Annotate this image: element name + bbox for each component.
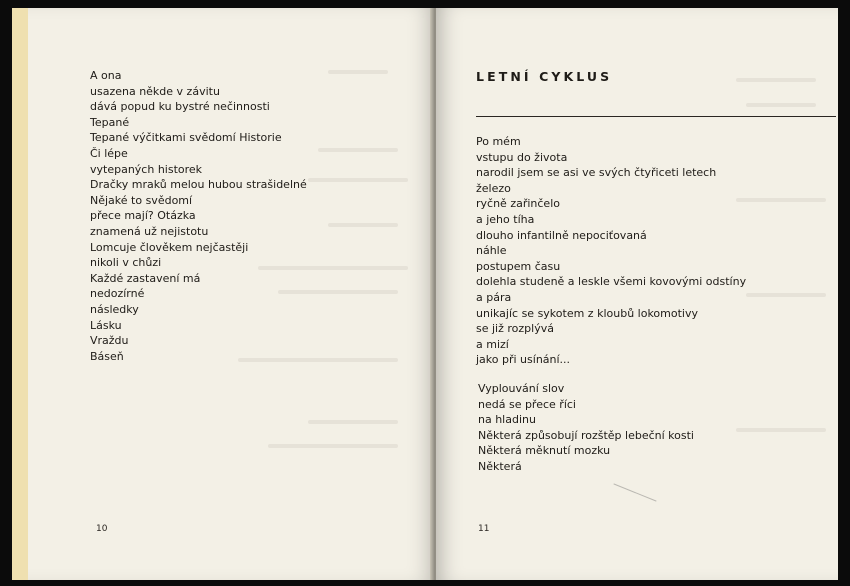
poem-line: Po mém xyxy=(476,135,521,148)
poem-line: přece mají? Otázka xyxy=(90,209,196,223)
poem-line: znamená už nejistotu xyxy=(90,224,209,238)
bleed-through-text xyxy=(308,420,398,424)
poem-line: náhle xyxy=(476,244,507,258)
poem-line: postupem času xyxy=(476,259,561,273)
bleed-through-text xyxy=(746,103,816,107)
poem-line: Nějaké to svědomí xyxy=(90,193,193,207)
poem-line: vstupu do života xyxy=(476,150,568,164)
poem-line: Vraždu xyxy=(90,334,129,348)
poem-line: na hladinu xyxy=(478,413,536,427)
poem-line: a pára xyxy=(476,290,512,304)
poem-line: Tepané výčitkami svědomí Historie xyxy=(90,131,282,145)
poem-line: Některá xyxy=(478,459,522,473)
poem-line: Vyplouvání slov xyxy=(478,382,565,395)
bleed-through-text xyxy=(328,70,388,74)
title-divider xyxy=(476,116,836,117)
section-title: LETNÍ CYKLUS xyxy=(476,69,613,84)
poem-line: Báseň xyxy=(90,349,124,363)
poem-line: dává popud ku bystré nečinnosti xyxy=(90,100,270,114)
bleed-through-text xyxy=(736,198,826,202)
bleed-through-text xyxy=(328,223,398,227)
poem-line: Tepané xyxy=(90,115,130,129)
bleed-through-text xyxy=(736,78,816,82)
poem-line: železo xyxy=(476,181,511,195)
bleed-through-text xyxy=(746,293,826,297)
pencil-mark xyxy=(613,483,656,501)
poem-line: usazena někde v závitu xyxy=(90,84,220,98)
poem-stanza-2 xyxy=(478,381,694,475)
poem-line: následky xyxy=(90,302,139,316)
left-page xyxy=(12,8,436,580)
poem-line: vytepaných historek xyxy=(90,162,203,176)
poem-line: nikoli v chůzi xyxy=(90,256,162,270)
poem-line: Lomcuje člověkem nejčastěji xyxy=(90,240,249,254)
poem-line: unikajíc se sykotem z kloubů lokomotivy xyxy=(476,306,698,320)
poem-stanza-1 xyxy=(476,134,746,368)
poem-line: A ona xyxy=(90,69,122,82)
poem-line: a jeho tíha xyxy=(476,212,535,226)
poem-line: nedozírné xyxy=(90,287,145,301)
poem-line: Či lépe xyxy=(90,146,128,160)
bleed-through-text xyxy=(318,148,398,152)
poem-line: se již rozplývá xyxy=(476,322,554,336)
poem-line: Dračky mraků melou hubou strašidelné xyxy=(90,178,307,192)
poem-line: Lásku xyxy=(90,318,122,332)
page-number-left: 10 xyxy=(96,524,108,534)
poem-line: a mizí xyxy=(476,337,509,351)
poem-line: Některá měknutí mozku xyxy=(478,444,611,458)
poem-line: dlouho infantilně nepociťovaná xyxy=(476,228,647,242)
poem-line: jako při usínání... xyxy=(476,353,571,367)
page-number-right: 11 xyxy=(478,524,490,534)
poem-line: dolehla studeně a leskle všemi kovovými odstíny xyxy=(476,275,747,289)
bleed-through-text xyxy=(268,444,398,448)
poem-line: Některá způsobují rozštěp lebeční kosti xyxy=(478,428,694,442)
right-page xyxy=(436,8,838,580)
poem-line: Každé zastavení má xyxy=(90,271,201,285)
poem-line: ryčně zařinčelo xyxy=(476,197,560,211)
bleed-through-text xyxy=(308,178,408,182)
poem-line: narodil jsem se asi ve svých čtyřiceti letech xyxy=(476,166,717,180)
left-poem xyxy=(90,68,307,364)
bleed-through-text xyxy=(736,428,826,432)
poem-line: nedá se přece říci xyxy=(478,397,576,411)
